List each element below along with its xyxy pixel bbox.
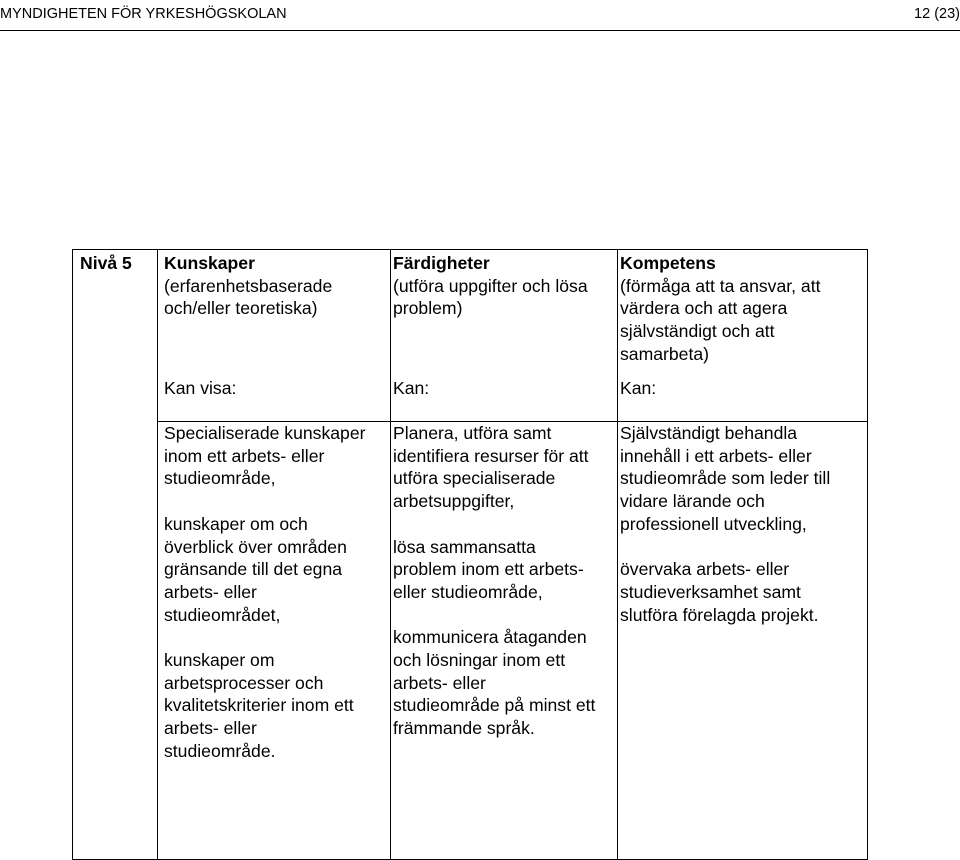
kunskaper-line: kvalitetskriterier inom ett: [164, 695, 354, 716]
kunskaper-body-cell: [158, 422, 391, 860]
kunskaper-line: studieområdet,: [164, 604, 281, 625]
kunskaper-title: Kunskaper: [164, 253, 255, 273]
fardigheter-line: lösa sammansatta: [393, 536, 536, 557]
document-header-title: MYNDIGHETEN FÖR YRKESHÖGSKOLAN: [0, 6, 287, 22]
fardigheter-line: utföra specialiserade: [393, 468, 556, 489]
fardigheter-line: eller studieområde,: [393, 581, 543, 602]
level-label: Nivå 5: [80, 253, 132, 273]
kompetens-line: studieverksamhet samt: [620, 581, 801, 602]
kunskaper-lead-cell: [158, 377, 391, 422]
fardigheter-line: studieområde på minst ett: [393, 695, 596, 716]
kunskaper-line: överblick över områden: [164, 536, 347, 557]
fardigheter-lead-cell: [391, 377, 618, 422]
kunskaper-line: Specialiserade kunskaper: [164, 423, 366, 443]
fardigheter-line: arbets- eller: [393, 672, 486, 693]
kunskaper-line: studieområde.: [164, 740, 276, 761]
kompetens-line: Självständigt behandla: [620, 423, 798, 443]
kompetens-subtitle-line: värdera och att agera: [620, 298, 788, 319]
fardigheter-line: och lösningar inom ett: [393, 650, 566, 670]
fardigheter-line: arbetsuppgifter,: [393, 491, 515, 512]
kunskaper-line: arbets- eller: [164, 581, 257, 602]
fardigheter-line: Planera, utföra samt: [393, 423, 552, 443]
kompetens-line: professionell utveckling,: [620, 513, 807, 534]
kunskaper-header-cell: [158, 250, 391, 377]
kunskaper-line: gränsande till det egna: [164, 559, 343, 580]
kompetens-subtitle-line: samarbeta): [620, 343, 709, 364]
kompetens-header-cell: [618, 250, 868, 377]
kompetens-subtitle-line: självständigt och att: [620, 321, 775, 342]
fardigheter-subtitle-line: (utföra uppgifter och lösa: [393, 275, 588, 296]
kompetens-line: studieområde som leder till: [620, 468, 831, 489]
kunskaper-line: arbets- eller: [164, 718, 257, 739]
fardigheter-line: främmande språk.: [393, 718, 535, 739]
kompetens-line: vidare lärande och: [620, 491, 765, 512]
kompetens-title: Kompetens: [620, 253, 716, 273]
kompetens-line: innehåll i ett arbets- eller: [620, 445, 812, 466]
fardigheter-line: identifiera resurser för att: [393, 445, 589, 466]
kompetens-line: övervaka arbets- eller: [620, 559, 790, 580]
kunskaper-line: kunskaper om och: [164, 513, 308, 534]
qualification-level-table: [72, 249, 868, 860]
fardigheter-lead: Kan:: [393, 377, 430, 398]
kunskaper-lead: Kan visa:: [164, 377, 237, 398]
kunskaper-line: inom ett arbets- eller: [164, 445, 325, 466]
kompetens-lead: Kan:: [620, 377, 657, 398]
fardigheter-line: problem inom ett arbets-: [393, 559, 584, 580]
kunskaper-line: kunskaper om: [164, 650, 275, 670]
kompetens-line: slutföra förelagda projekt.: [620, 604, 819, 625]
fardigheter-body-cell: [391, 422, 618, 860]
header-divider: [0, 30, 960, 31]
kunskaper-line: arbetsprocesser och: [164, 672, 324, 693]
kunskaper-subtitle-line: och/eller teoretiska): [164, 298, 318, 319]
level-cell: [73, 250, 158, 860]
kompetens-subtitle-line: (förmåga att ta ansvar, att: [620, 275, 821, 296]
fardigheter-subtitle-line: problem): [393, 298, 463, 319]
kompetens-body-cell: [618, 422, 868, 860]
fardigheter-header-cell: [391, 250, 618, 377]
fardigheter-line: kommunicera åtaganden: [393, 627, 587, 648]
fardigheter-title: Färdigheter: [393, 253, 490, 273]
kunskaper-line: studieområde,: [164, 468, 276, 489]
kunskaper-subtitle-line: (erfarenhetsbaserade: [164, 275, 333, 296]
kompetens-lead-cell: [618, 377, 868, 422]
page-number: 12 (23): [914, 6, 960, 22]
